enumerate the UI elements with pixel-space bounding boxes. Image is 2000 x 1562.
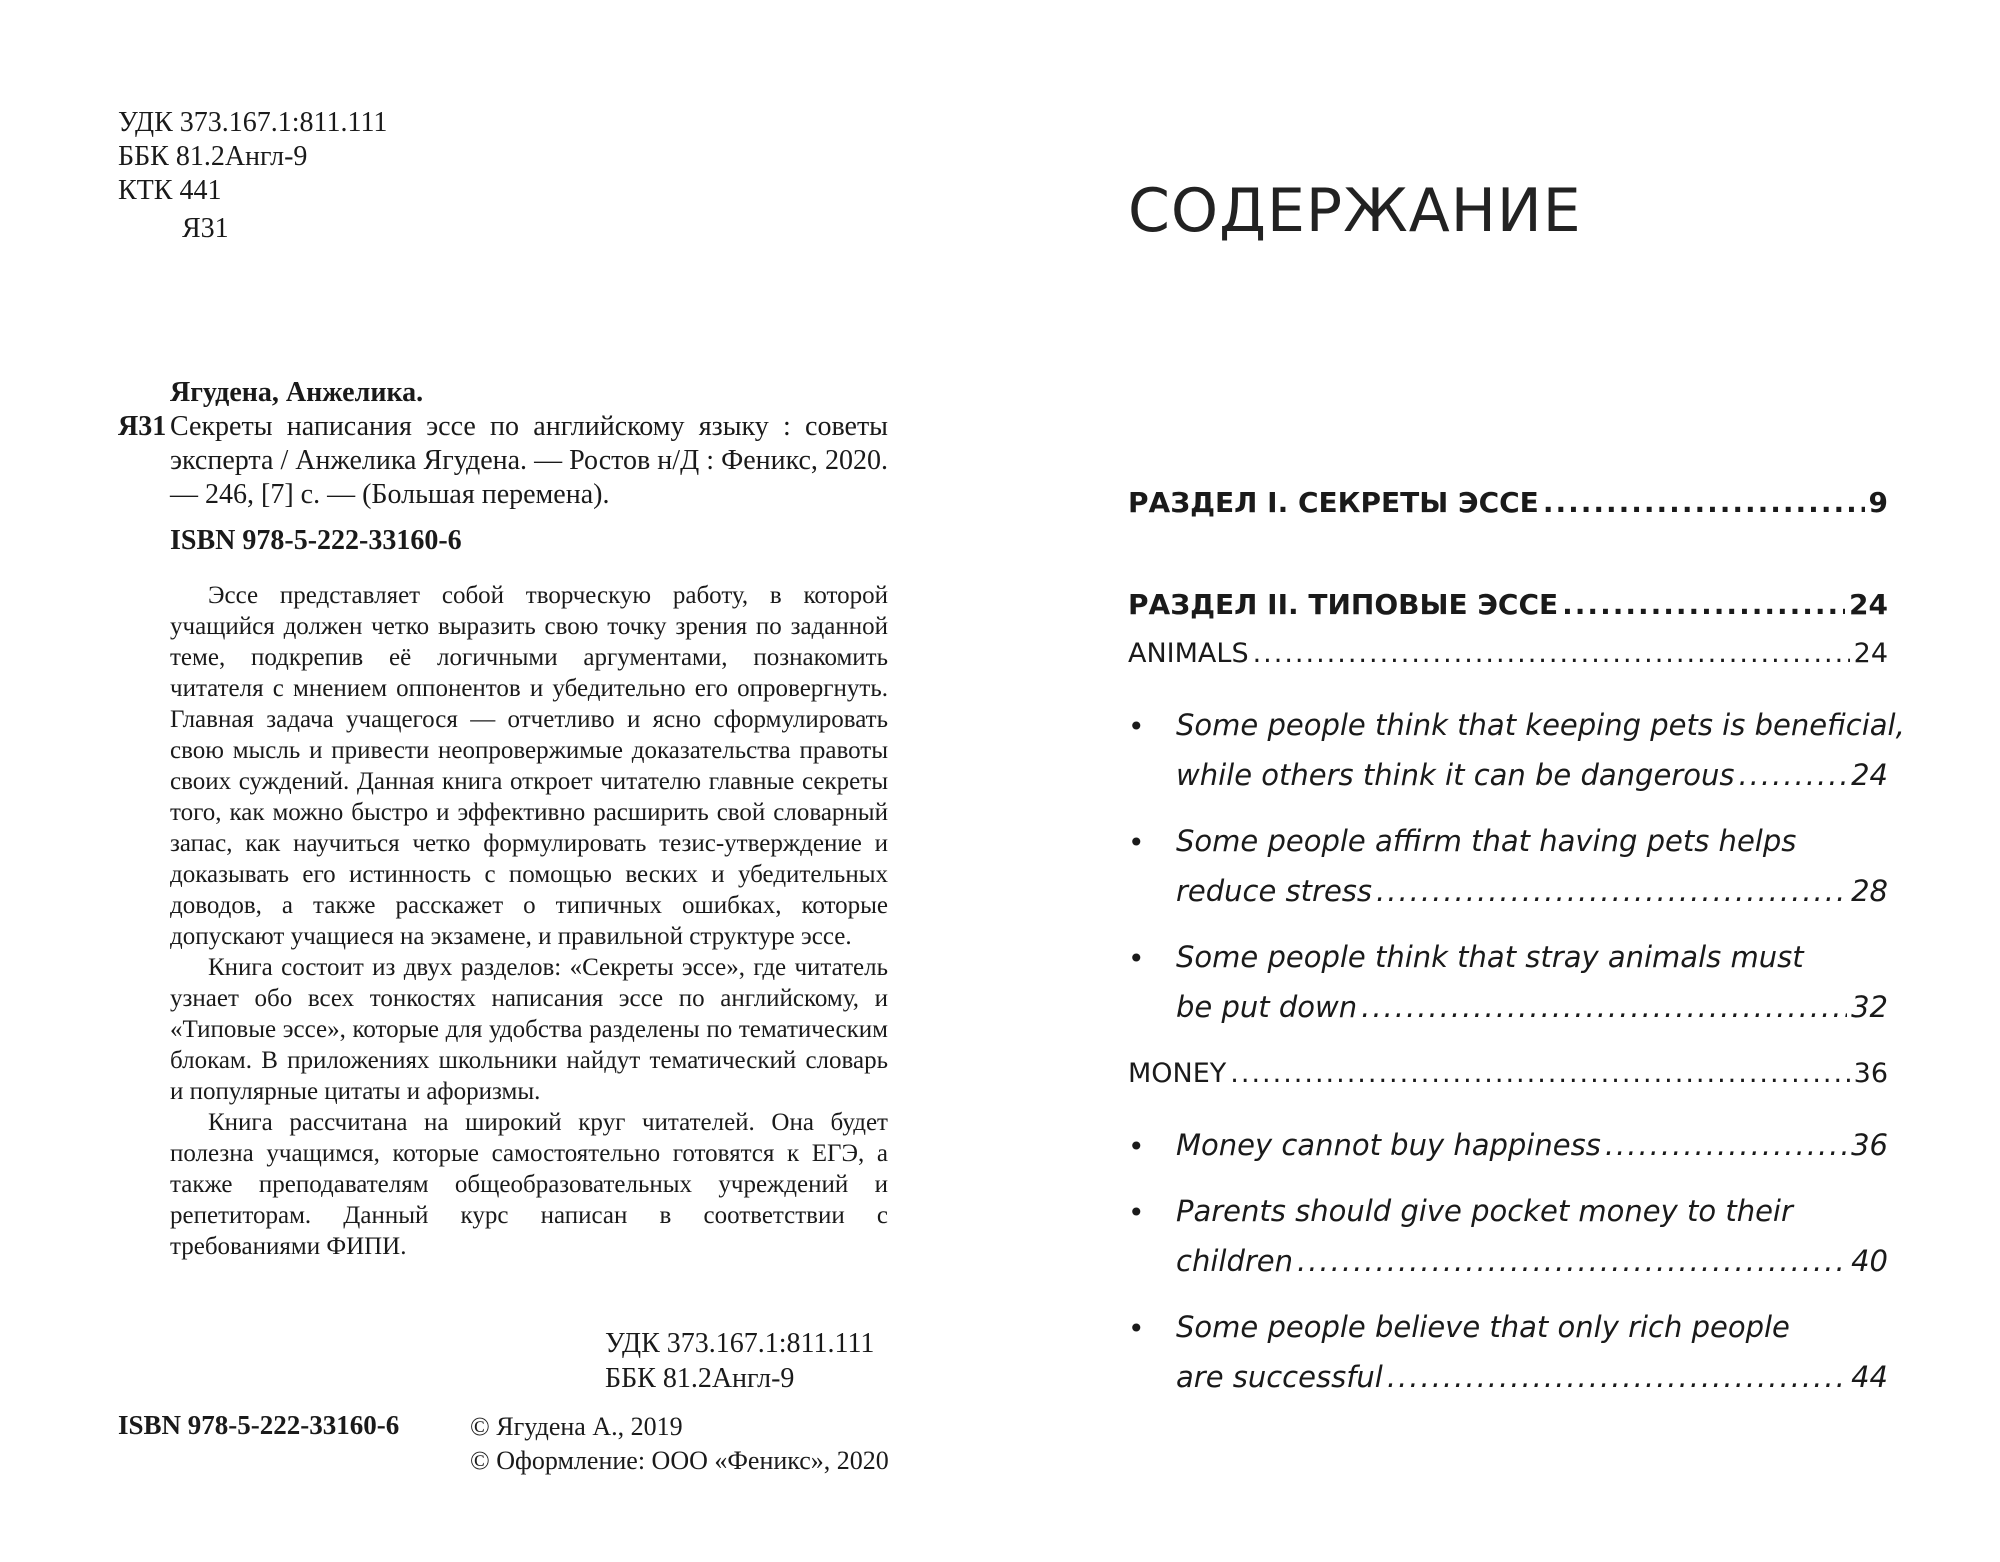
- annotation-paragraph: Книга рассчитана на широкий круг читателей. Она будет полезна учащимся, которые самостоятельно готовятся к ЕГЭ, а также преподавателям общеобразовательных учреждений и репетиторам. Данный курс написан в соответствии с требованиями ФИПИ.: [170, 1109, 888, 1260]
- toc-page: 32: [1851, 990, 1888, 1024]
- annotation: [170, 580, 888, 1262]
- toc-label: РАЗДЕЛ I. СЕКРЕТЫ ЭССЕ: [1128, 486, 1539, 519]
- toc-section-1[interactable]: [1128, 486, 1888, 519]
- toc-label: while others think it can be dangerous: [1176, 758, 1735, 792]
- toc-page: 24: [1851, 758, 1888, 792]
- bullet-icon: •: [1128, 1130, 1145, 1163]
- toc-label: are successful: [1176, 1360, 1383, 1394]
- toc-item[interactable]: [1176, 1360, 1888, 1394]
- isbn-bottom: ISBN 978-5-222-33160-6: [118, 1410, 400, 1440]
- toc-label: Money cannot buy happiness: [1176, 1128, 1601, 1162]
- bbk-code-bottom: ББК 81.2Англ-9: [605, 1363, 795, 1394]
- toc-item[interactable]: [1176, 1244, 1888, 1278]
- toc-leader: [1605, 1128, 1847, 1162]
- bib-code: Я31: [118, 411, 167, 442]
- isbn: ISBN 978-5-222-33160-6: [170, 525, 462, 556]
- toc-leader: [1376, 874, 1847, 908]
- right-page: [1000, 0, 2000, 1562]
- toc-item-line[interactable]: Some people think that keeping pets is beneficial,: [1176, 708, 1905, 742]
- toc-label: reduce stress: [1176, 874, 1373, 908]
- toc-page: 36: [1853, 1058, 1888, 1089]
- toc-label: РАЗДЕЛ II. ТИПОВЫЕ ЭССЕ: [1128, 588, 1559, 621]
- toc-leader: [1562, 588, 1845, 621]
- toc-label: MONEY: [1128, 1058, 1227, 1089]
- toc-item[interactable]: [1176, 758, 1888, 792]
- toc-section-2[interactable]: [1128, 588, 1888, 621]
- toc-page: 9: [1868, 486, 1888, 519]
- toc-leader: [1387, 1360, 1847, 1394]
- toc-item[interactable]: [1176, 1128, 1888, 1162]
- toc-leader: [1738, 758, 1847, 792]
- toc-page: 44: [1851, 1360, 1888, 1394]
- toc-leader: [1297, 1244, 1847, 1278]
- toc-page: 40: [1851, 1244, 1888, 1278]
- toc-item-line[interactable]: Some people affirm that having pets helps: [1176, 824, 1797, 858]
- toc-label: be put down: [1176, 990, 1358, 1024]
- udk-code: УДК 373.167.1:811.111: [118, 107, 388, 138]
- bullet-icon: •: [1128, 1196, 1145, 1229]
- toc-item-line[interactable]: Parents should give pocket money to their: [1176, 1194, 1793, 1228]
- author-name: Ягудена, Анжелика.: [170, 377, 424, 408]
- toc-leader: [1543, 486, 1865, 519]
- bullet-icon: •: [1128, 942, 1145, 975]
- copyright: [470, 1410, 889, 1478]
- toc-item-line[interactable]: Some people believe that only rich people: [1176, 1310, 1790, 1344]
- bullet-icon: •: [1128, 1312, 1145, 1345]
- bottom-codes: [605, 1326, 874, 1396]
- toc-label: children: [1176, 1244, 1293, 1278]
- toc-page: 24: [1849, 588, 1888, 621]
- udk-code-bottom: УДК 373.167.1:811.111: [605, 1328, 875, 1359]
- toc-topic-money[interactable]: [1128, 1058, 1888, 1089]
- bib-description: Секреты написания эссе по английскому языку : советы эксперта / Анжелика Ягудена. — Ростов н/Д : Феникс, 2020. — 246, [7] с. — (Большая перемена).: [170, 411, 888, 510]
- bibliographic-record: [118, 376, 888, 558]
- toc-item[interactable]: [1176, 874, 1888, 908]
- annotation-paragraph: Эссе представляет собой творческую работу, в которой учащийся должен четко выразить свою точку зрения по заданной теме, подкрепив её логичными аргументами, познакомить читателя с мнением оппонентов и убедительно его опровергнуть. Главная задача учащегося — отчетливо и ясно сформулировать свою мысль и привести неопровержимые доказательства правоты своих суждений. Данная книга откроет читателю главные секреты того, как можно быстро и эффективно расширить свой словарный запас, как научиться четко формулировать тезис-утверждение и доказывать его истинность с помощью веских и убедительных доводов, а также расскажет о типичных ошибках, которые допускают учащиеся на экзамене, и правильной структуре эссе.: [170, 582, 888, 950]
- annotation-paragraph: Книга состоит из двух разделов: «Секреты эссе», где читатель узнает обо всех тонкостях написания эссе по английскому, и «Типовые эссе», которые для удобства разделены по тематическим блокам. В приложениях школьники найдут тематический словарь и популярные цитаты и афоризмы.: [170, 954, 888, 1105]
- toc-leader: [1253, 638, 1850, 669]
- toc-topic-animals[interactable]: [1128, 638, 1888, 669]
- bullet-icon: •: [1128, 710, 1145, 743]
- page-title: СОДЕРЖАНИЕ: [1128, 176, 1582, 246]
- author-sign: Я31: [182, 213, 229, 244]
- copyright-design: © Оформление: ООО «Феникс», 2020: [470, 1446, 889, 1475]
- bib-main: [118, 410, 888, 512]
- bullet-icon: •: [1128, 826, 1145, 859]
- ktk-code: КТК 441: [118, 175, 222, 206]
- bbk-code: ББК 81.2Англ-9: [118, 141, 308, 172]
- toc-item[interactable]: [1176, 990, 1888, 1024]
- toc-leader: [1230, 1058, 1849, 1089]
- toc-page: 24: [1853, 638, 1888, 669]
- classification-codes: [118, 106, 387, 246]
- toc-label: ANIMALS: [1128, 638, 1249, 669]
- toc-leader: [1361, 990, 1847, 1024]
- copyright-author: © Ягудена А., 2019: [470, 1412, 683, 1441]
- toc-page: 28: [1851, 874, 1888, 908]
- toc-item-line[interactable]: Some people think that stray animals must: [1176, 940, 1804, 974]
- toc-page: 36: [1851, 1128, 1888, 1162]
